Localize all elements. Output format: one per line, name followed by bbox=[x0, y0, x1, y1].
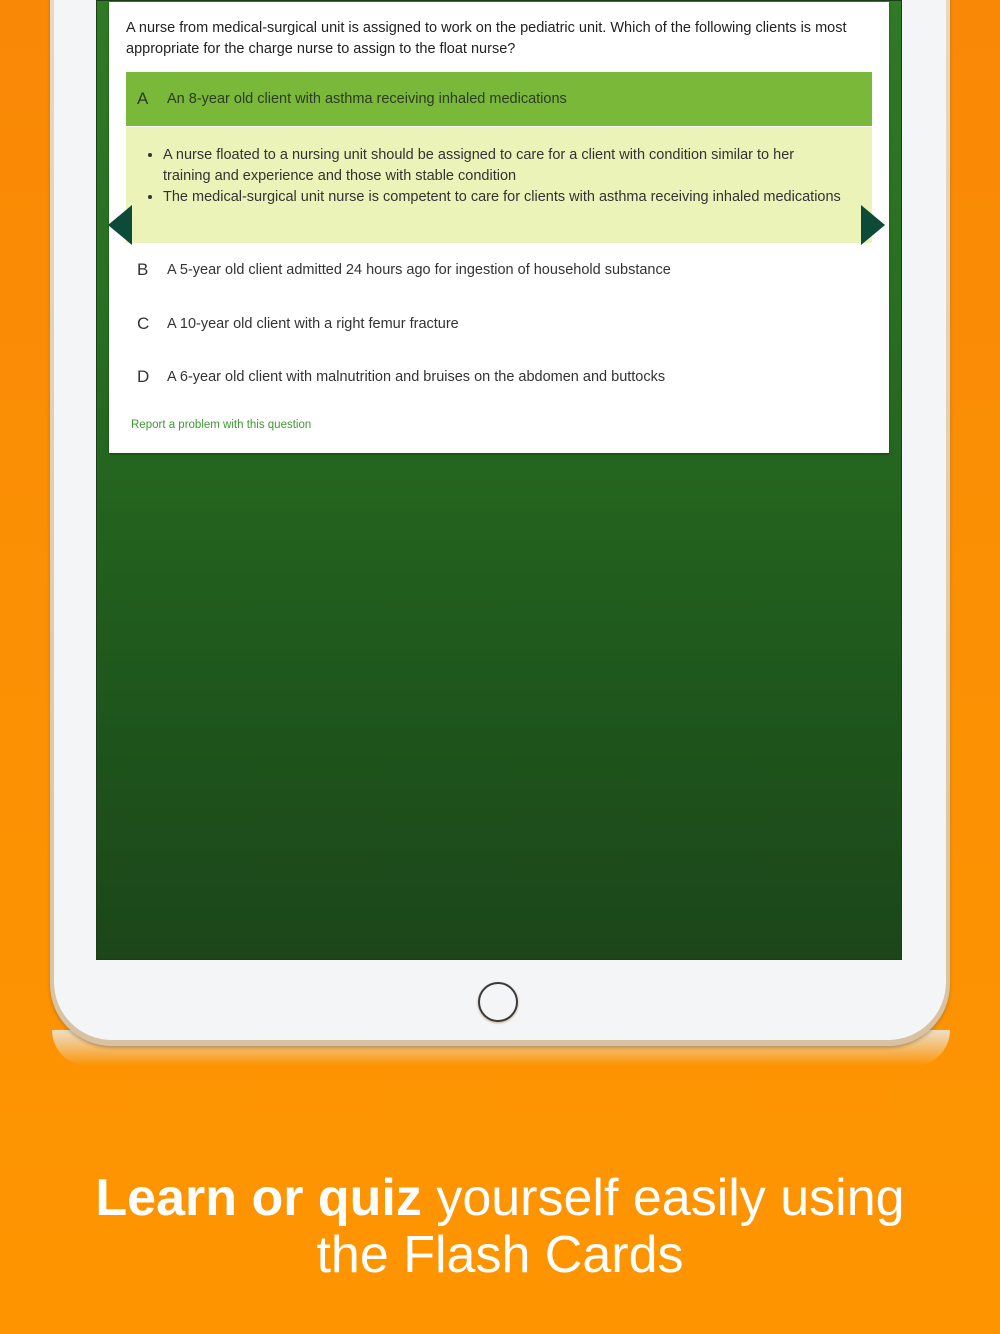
option-a[interactable] bbox=[126, 72, 872, 126]
caption-line-1 bbox=[0, 1170, 1000, 1227]
home-button[interactable] bbox=[478, 982, 518, 1022]
chevron-left-icon bbox=[107, 205, 133, 245]
question-card bbox=[109, 2, 889, 453]
option-text: A 6-year old client with malnutrition and bruises on the abdomen and buttocks bbox=[167, 369, 666, 385]
next-card-button[interactable] bbox=[860, 205, 886, 245]
option-c[interactable] bbox=[126, 297, 872, 351]
explanation-list bbox=[126, 127, 872, 208]
question-text: A nurse from medical-surgical unit is assigned to work on the pediatric unit. Which of the following clients is most appropriate for the charge nurse to assign to the float nurse? bbox=[126, 20, 847, 57]
option-b[interactable] bbox=[126, 243, 872, 297]
option-letter: A bbox=[137, 89, 149, 108]
report-problem-link[interactable]: Report a problem with this question bbox=[131, 419, 312, 431]
option-letter: C bbox=[137, 314, 150, 333]
explanation-bullet: • The medical-surgical unit nurse is competent to care for clients with asthma receiving inhaled medications bbox=[163, 187, 842, 208]
caption-bold-text: Learn or quiz bbox=[95, 1169, 422, 1227]
caption-regular-text: yourself easily using bbox=[421, 1169, 905, 1227]
answer-explanation bbox=[126, 127, 872, 243]
option-text: A 10-year old client with a right femur fracture bbox=[167, 316, 459, 332]
option-d[interactable] bbox=[126, 350, 872, 404]
previous-card-button[interactable] bbox=[107, 205, 133, 245]
caption-line-2: the Flash Cards bbox=[316, 1226, 684, 1284]
promo-caption bbox=[0, 1170, 1000, 1284]
option-text: An 8-year old client with asthma receiving inhaled medications bbox=[167, 91, 567, 107]
option-letter: D bbox=[137, 367, 150, 386]
option-letter: B bbox=[137, 260, 149, 279]
option-text: A 5-year old client admitted 24 hours ago for ingestion of household substance bbox=[167, 262, 671, 278]
chevron-right-icon bbox=[860, 205, 886, 245]
explanation-bullet: • A nurse floated to a nursing unit should be assigned to care for a client with condition similar to her training and experience and those with stable condition bbox=[163, 145, 842, 187]
